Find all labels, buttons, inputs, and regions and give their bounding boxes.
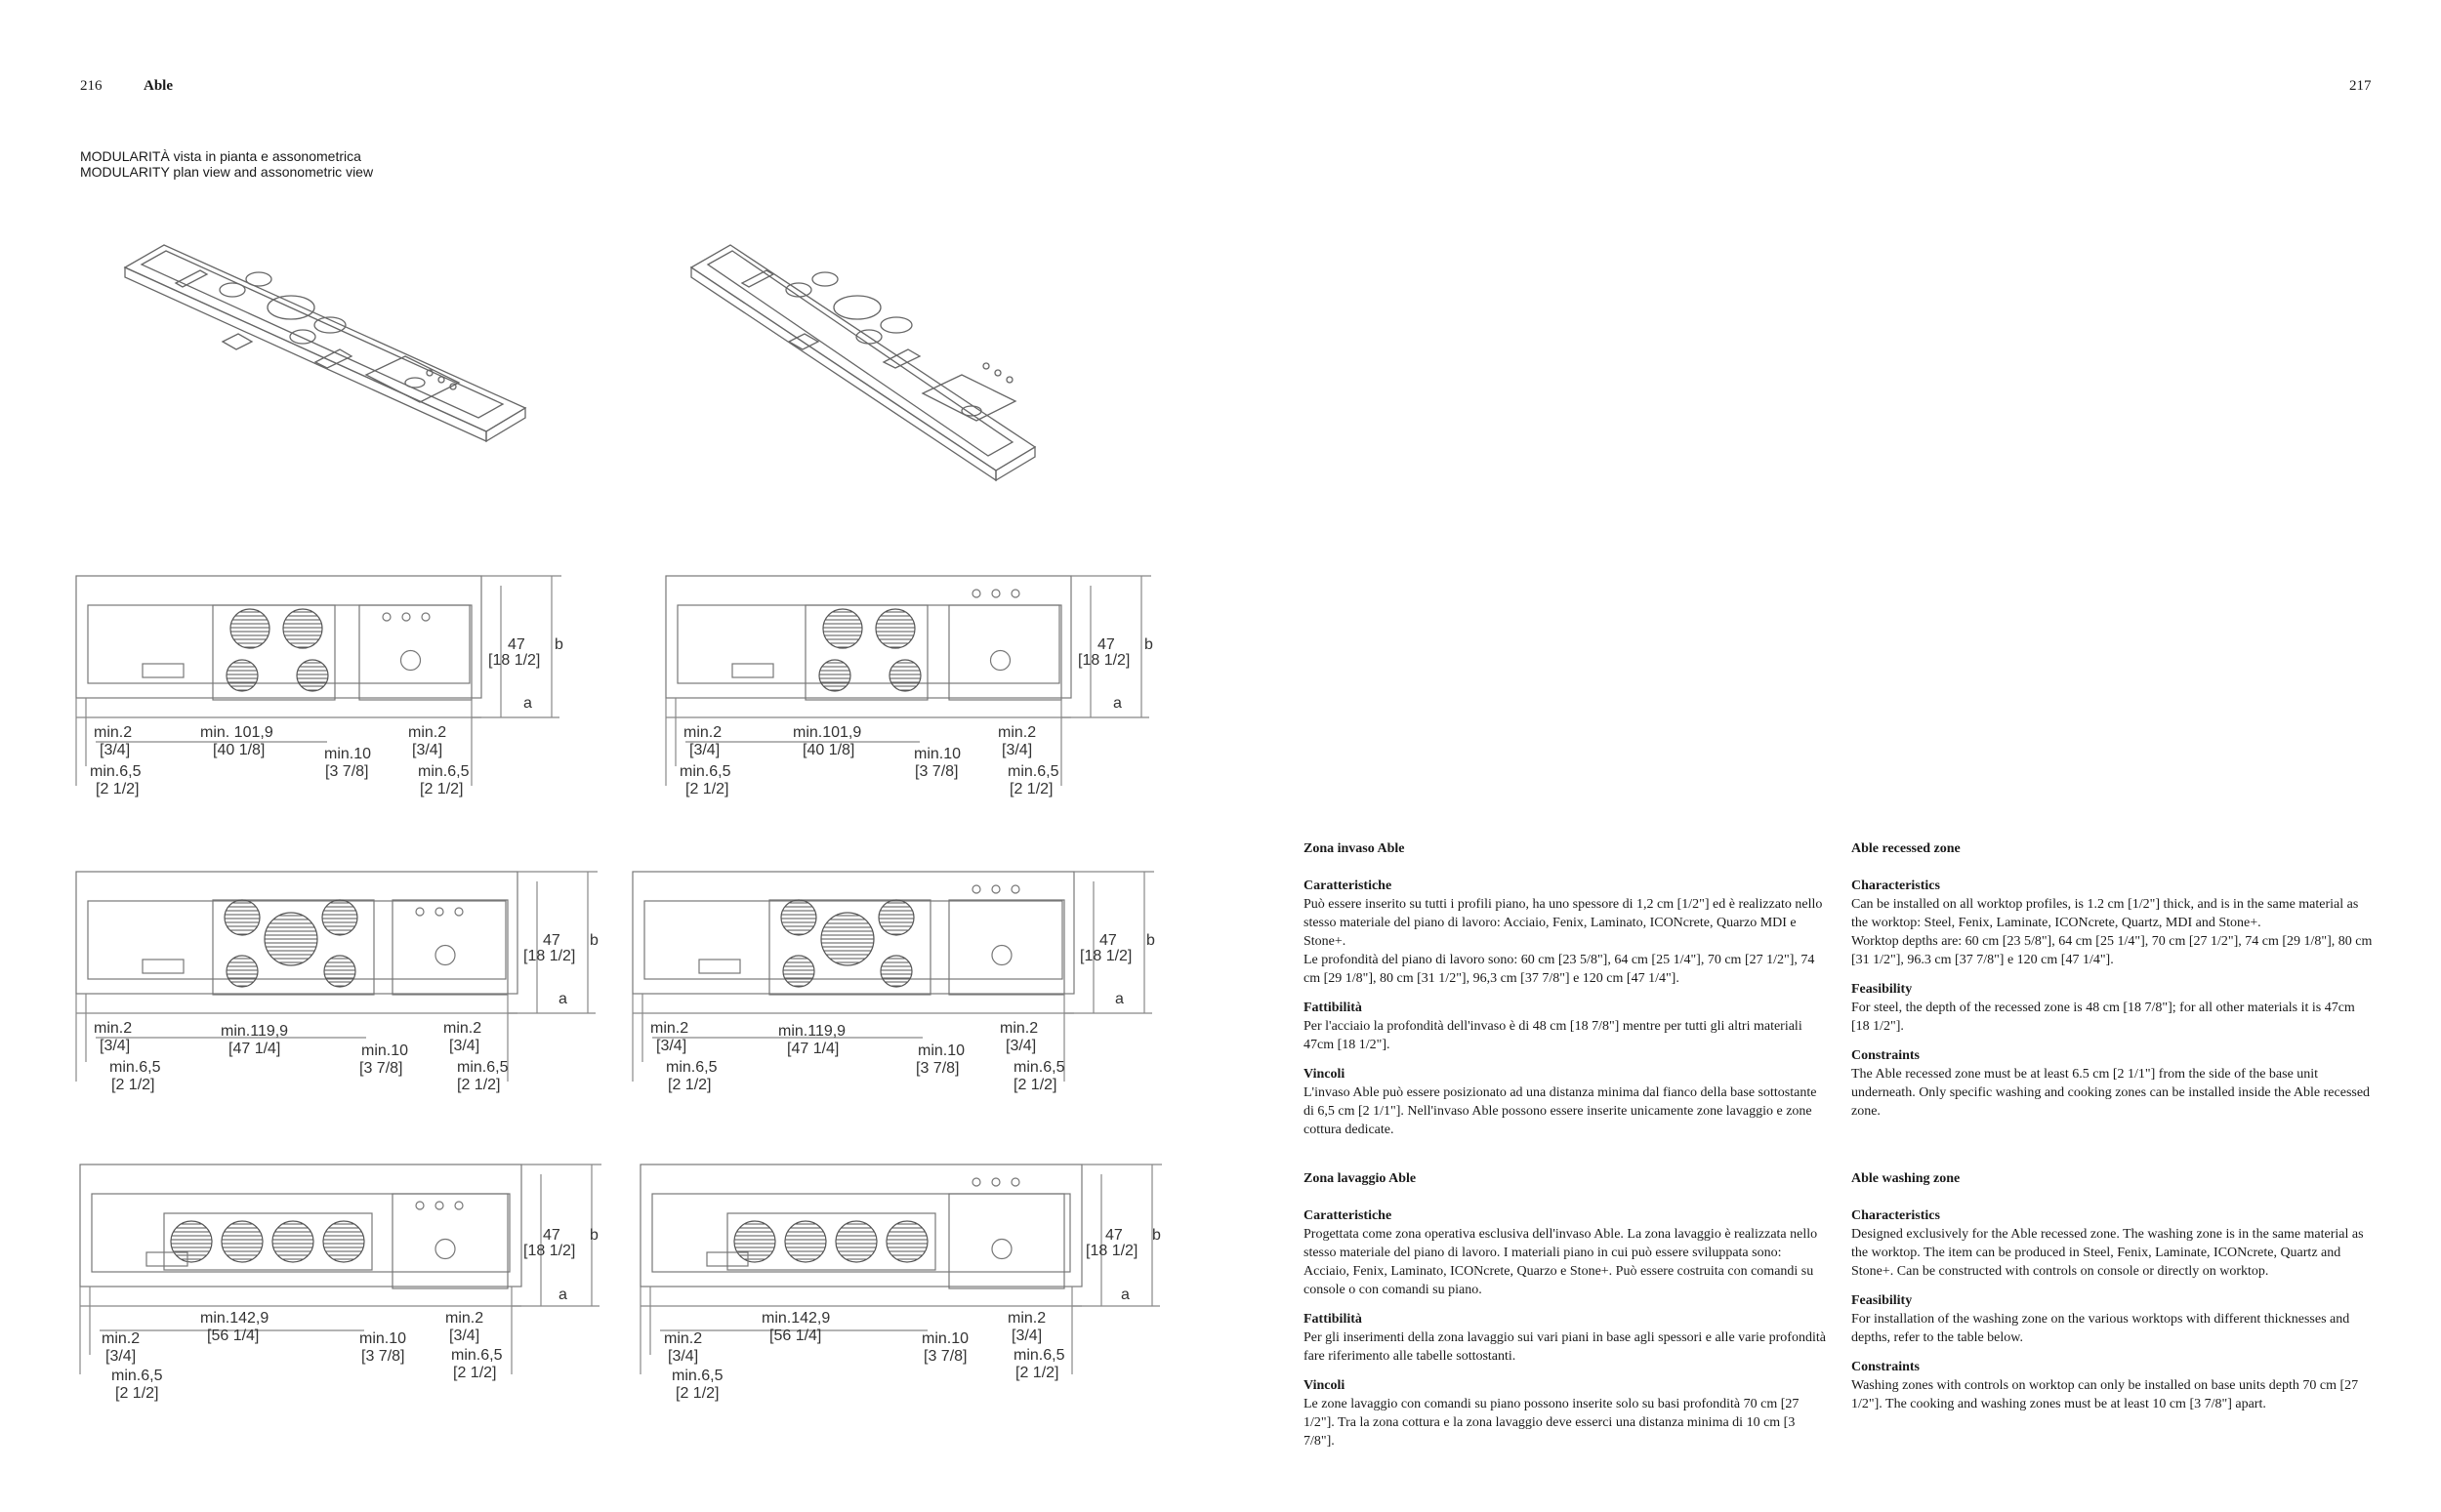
isometric-view-2	[691, 245, 1035, 480]
italian-recess-p2: Per l'acciaio la profondità dell'invaso è di 48 cm [18 7/8"] mentre per tutti gli altri materiali 47cm [18 1/2"].	[1303, 1019, 1802, 1052]
plan-6-dim-mid: min.10	[922, 1330, 970, 1347]
plan-4-dim-a: a	[1115, 991, 1124, 1007]
plan-1-dim-min-right2: min.6,5	[418, 763, 470, 780]
plan-view-3	[76, 872, 598, 1082]
italian-recess-h2: Fattibilità	[1303, 1001, 1362, 1015]
plan-4-dim-b: b	[1146, 932, 1155, 949]
plan-4-dim-center-in: [47 1/4]	[787, 1041, 840, 1057]
plan-3-dim-depth-in: [18 1/2]	[523, 948, 576, 964]
italian-recess-p1b: Le profondità del piano di lavoro sono: 60 cm [23 5/8"], 64 cm [25 1/4"], 70 cm [27 1/2"], 74 cm [29 1/8"], 80 cm [31 1/2"], 96,3 cm [37 7/8"] e 120 cm [47 1/4"].	[1303, 953, 1815, 986]
italian-recess-section	[1303, 839, 1826, 1150]
plan-1-dim-depth: 47	[508, 636, 525, 653]
left-page-number: 216	[80, 78, 103, 94]
plan-5-dim-min-right2: min.6,5	[451, 1347, 503, 1364]
plan-4-dim-min-right2-in: [2 1/2]	[1014, 1077, 1057, 1093]
isometric-view-1	[125, 245, 525, 441]
italian-wash-p1: Progettata come zona operativa esclusiva dell'invaso Able. La zona lavaggio è realizzata nello stesso materiale del piano di lavoro. I materiali piano in cui può essere sviluppata sono: Acciaio, Fenix, Laminato, ICONcrete, Quarzo e Stone+. Può essere costruita con comandi su console o con comandi su piano.	[1303, 1227, 1818, 1297]
plan-3-dim-min-right2: min.6,5	[457, 1059, 509, 1076]
plan-6-dim-min-left2: min.6,5	[672, 1368, 724, 1384]
plan-3-dim-min-right2-in: [2 1/2]	[457, 1077, 501, 1093]
plan-1-dim-min-right: min.2	[408, 724, 447, 741]
plan-3-dim-min-left: min.2	[94, 1020, 133, 1037]
plan-2-dim-mid-in: [3 7/8]	[915, 763, 959, 780]
plan-6-dim-depth-in: [18 1/2]	[1086, 1243, 1138, 1259]
plan-6-dim-min-left2-in: [2 1/2]	[676, 1385, 720, 1402]
subtitle-english: MODULARITY plan view and assonometric view	[80, 164, 374, 180]
plan-4-dim-min-left-in: [3/4]	[656, 1038, 687, 1054]
english-wash-p1: Designed exclusively for the Able recessed zone. The washing zone is in the same material as the worktop. The item can be produced in Steel, Fenix, Laminate, ICONcrete, Quartz and Stone+. Can be constructed with controls on console or directly on worktop.	[1851, 1227, 2364, 1279]
italian-recess-h1: Caratteristiche	[1303, 879, 1392, 893]
plan-view-5	[80, 1165, 601, 1374]
italian-recess-title: Zona invaso Able	[1303, 841, 1405, 856]
plan-4-dim-mid-in: [3 7/8]	[916, 1060, 960, 1077]
plan-1-dim-mid: min.10	[324, 746, 372, 762]
plan-6-dim-center: min.142,9	[762, 1310, 831, 1327]
plan-1-dim-center-in: [40 1/8]	[213, 742, 266, 758]
plan-2-dim-depth: 47	[1097, 636, 1115, 653]
italian-wash-p2: Per gli inserimenti della zona lavaggio sui vari piani in base agli spessori e alle varie profondità fare riferimento alle tabelle sottostanti.	[1303, 1330, 1826, 1364]
plan-2-dim-center-in: [40 1/8]	[803, 742, 855, 758]
plan-6-dim-depth: 47	[1105, 1227, 1123, 1244]
english-recess-h3: Constraints	[1851, 1048, 1921, 1063]
english-recess-p1: Can be installed on all worktop profiles, is 1.2 cm [1/2"] thick, and is in the same material as the worktop: Steel, Fenix, Laminate, ICONcrete, Quartz, MDI and Stone+.	[1851, 897, 2359, 930]
plan-4-dim-min-right: min.2	[1000, 1020, 1039, 1037]
english-recess-section	[1851, 839, 2374, 1131]
plan-4-dim-min-left2: min.6,5	[666, 1059, 718, 1076]
plan-2-dim-min-right: min.2	[998, 724, 1037, 741]
plan-5-dim-min-left2: min.6,5	[111, 1368, 163, 1384]
plan-2-dim-min-right-in: [3/4]	[1002, 742, 1033, 758]
plan-1-dim-min-left2: min.6,5	[90, 763, 142, 780]
plan-3-dim-center: min.119,9	[221, 1023, 289, 1040]
plan-2-dim-b: b	[1144, 636, 1153, 653]
plan-6-dim-min-right2-in: [2 1/2]	[1015, 1365, 1059, 1381]
italian-wash-h3: Vincoli	[1303, 1378, 1345, 1393]
subtitle-italian: MODULARITÀ vista in pianta e assonometrica	[80, 148, 361, 164]
plan-6-dim-min-right2: min.6,5	[1014, 1347, 1065, 1364]
italian-wash-h1: Caratteristiche	[1303, 1208, 1392, 1223]
italian-recess-p1: Può essere inserito su tutti i profili piano, ha uno spessore di 1,2 cm [1/2"] ed è realizzato nello stesso materiale del piano di lavoro: Acciaio, Fenix, Laminato, ICONcrete, Quarzo MDI e Stone+.	[1303, 897, 1823, 949]
plan-view-6	[641, 1165, 1162, 1374]
plan-1-dim-center: min. 101,9	[200, 724, 273, 741]
plan-4-dim-min-right-in: [3/4]	[1006, 1038, 1037, 1054]
plan-1-dim-b: b	[555, 636, 563, 653]
plan-5-dim-center-in: [56 1/4]	[207, 1328, 260, 1344]
plan-4-dim-depth-in: [18 1/2]	[1080, 948, 1133, 964]
english-recess-p1b: Worktop depths are: 60 cm [23 5/8"], 64 cm [25 1/4"], 70 cm [27 1/2"], 74 cm [29 1/8"], 80 cm [31 1/2"], 96.3 cm [37 7/8"] e 120 cm [47 1/4"].	[1851, 934, 2373, 967]
plan-3-dim-min-right-in: [3/4]	[449, 1038, 480, 1054]
plan-5-dim-min-left2-in: [2 1/2]	[115, 1385, 159, 1402]
english-wash-h3: Constraints	[1851, 1360, 1921, 1374]
plan-3-dim-mid: min.10	[361, 1042, 409, 1059]
plan-1-dim-min-right-in: [3/4]	[412, 742, 443, 758]
section-title: Able	[144, 78, 173, 94]
plan-6-dim-mid-in: [3 7/8]	[924, 1348, 968, 1365]
plan-6-dim-a: a	[1121, 1287, 1130, 1303]
plan-5-dim-min-right: min.2	[445, 1310, 484, 1327]
english-recess-p3: The Able recessed zone must be at least 6.5 cm [2 1/1"] from the side of the base unit underneath. Only specific washing and cooking zones can be installed inside the Able recessed zone.	[1851, 1067, 2371, 1119]
plan-6-dim-min-right-in: [3/4]	[1012, 1328, 1043, 1344]
italian-recess-p3: L'invaso Able può essere posizionato ad una distanza minima dal fianco della base sottostante di 6,5 cm [2 1/1"]. Nell'invaso Able possono essere inserite unicamente zone lavaggio e zone cottura dedicate.	[1303, 1085, 1817, 1137]
plan-1-dim-a: a	[523, 695, 532, 712]
plan-4-dim-center: min.119,9	[778, 1023, 847, 1040]
plan-view-1	[76, 576, 561, 786]
english-recess-h1: Characteristics	[1851, 879, 1940, 893]
plan-3-dim-mid-in: [3 7/8]	[359, 1060, 403, 1077]
italian-wash-h2: Fattibilità	[1303, 1312, 1362, 1327]
plan-5-dim-mid: min.10	[359, 1330, 407, 1347]
english-recess-h2: Feasibility	[1851, 982, 1913, 997]
plan-3-dim-a: a	[559, 991, 567, 1007]
english-wash-h1: Characteristics	[1851, 1208, 1940, 1223]
plan-1-dim-min-right2-in: [2 1/2]	[420, 781, 464, 797]
plan-5-dim-b: b	[590, 1227, 599, 1244]
plan-1-dim-min-left: min.2	[94, 724, 133, 741]
plan-5-dim-a: a	[559, 1287, 567, 1303]
plan-2-dim-a: a	[1113, 695, 1122, 712]
plan-1-dim-mid-in: [3 7/8]	[325, 763, 369, 780]
plan-5-dim-center: min.142,9	[200, 1310, 269, 1327]
plan-5-dim-min-left: min.2	[102, 1330, 141, 1347]
english-recess-title: Able recessed zone	[1851, 841, 1961, 856]
plan-6-dim-min-left: min.2	[664, 1330, 703, 1347]
plan-1-dim-min-left-in: [3/4]	[100, 742, 131, 758]
plan-view-4	[633, 872, 1154, 1082]
plan-3-dim-min-left2-in: [2 1/2]	[111, 1077, 155, 1093]
plan-1-dim-depth-in: [18 1/2]	[488, 652, 541, 669]
english-wash-section	[1851, 1169, 2374, 1424]
right-page-number: 217	[2349, 78, 2372, 94]
plan-2-dim-min-right2-in: [2 1/2]	[1010, 781, 1054, 797]
plan-3-dim-min-left2: min.6,5	[109, 1059, 161, 1076]
plan-4-dim-min-left2-in: [2 1/2]	[668, 1077, 712, 1093]
plan-2-dim-min-right2: min.6,5	[1008, 763, 1059, 780]
plan-2-dim-center: min.101,9	[793, 724, 862, 741]
plan-4-dim-min-right2: min.6,5	[1014, 1059, 1065, 1076]
plan-6-dim-b: b	[1152, 1227, 1161, 1244]
plan-5-dim-depth-in: [18 1/2]	[523, 1243, 576, 1259]
english-wash-p3: Washing zones with controls on worktop can only be installed on base units depth 70 cm [27 1/2"]. The cooking and washing zones must be at least 10 cm [3 7/8"] apart.	[1851, 1378, 2359, 1411]
plan-2-dim-depth-in: [18 1/2]	[1078, 652, 1131, 669]
english-wash-h2: Feasibility	[1851, 1293, 1913, 1308]
english-recess-p2: For steel, the depth of the recessed zone is 48 cm [18 7/8"]; for all other materials it is 47cm [18 1/2"].	[1851, 1001, 2355, 1034]
plan-6-dim-center-in: [56 1/4]	[769, 1328, 822, 1344]
plan-3-dim-b: b	[590, 932, 599, 949]
plan-6-dim-min-left-in: [3/4]	[668, 1348, 699, 1365]
plan-view-2	[666, 576, 1151, 786]
plan-3-dim-min-right: min.2	[443, 1020, 482, 1037]
plan-3-dim-depth: 47	[543, 932, 560, 949]
plan-5-dim-mid-in: [3 7/8]	[361, 1348, 405, 1365]
plan-5-dim-min-right-in: [3/4]	[449, 1328, 480, 1344]
plan-6-dim-min-right: min.2	[1008, 1310, 1047, 1327]
plan-2-dim-min-left: min.2	[683, 724, 723, 741]
plan-2-dim-min-left2-in: [2 1/2]	[685, 781, 729, 797]
plan-4-dim-min-left: min.2	[650, 1020, 689, 1037]
plan-5-dim-min-left-in: [3/4]	[105, 1348, 137, 1365]
italian-recess-h3: Vincoli	[1303, 1067, 1345, 1082]
plan-1-dim-min-left2-in: [2 1/2]	[96, 781, 140, 797]
plan-3-dim-center-in: [47 1/4]	[228, 1041, 281, 1057]
english-wash-title: Able washing zone	[1851, 1171, 1961, 1186]
plan-5-dim-depth: 47	[543, 1227, 560, 1244]
italian-wash-section	[1303, 1169, 1826, 1461]
plan-4-dim-depth: 47	[1099, 932, 1117, 949]
plan-2-dim-min-left2: min.6,5	[680, 763, 731, 780]
italian-wash-title: Zona lavaggio Able	[1303, 1171, 1417, 1186]
plan-3-dim-min-left-in: [3/4]	[100, 1038, 131, 1054]
plan-5-dim-min-right2-in: [2 1/2]	[453, 1365, 497, 1381]
plan-4-dim-mid: min.10	[918, 1042, 966, 1059]
plan-2-dim-min-left-in: [3/4]	[689, 742, 721, 758]
plan-2-dim-mid: min.10	[914, 746, 962, 762]
english-wash-p2: For installation of the washing zone on the various worktops with different thicknesses and depths, refer to the table below.	[1851, 1312, 2350, 1345]
italian-wash-p3: Le zone lavaggio con comandi su piano possono inserite solo su basi profondità 70 cm [27 1/2"]. Tra la zona cottura e la zona lavaggio deve esserci una distanza minima di 10 cm [3 7/8"].	[1303, 1397, 1800, 1449]
